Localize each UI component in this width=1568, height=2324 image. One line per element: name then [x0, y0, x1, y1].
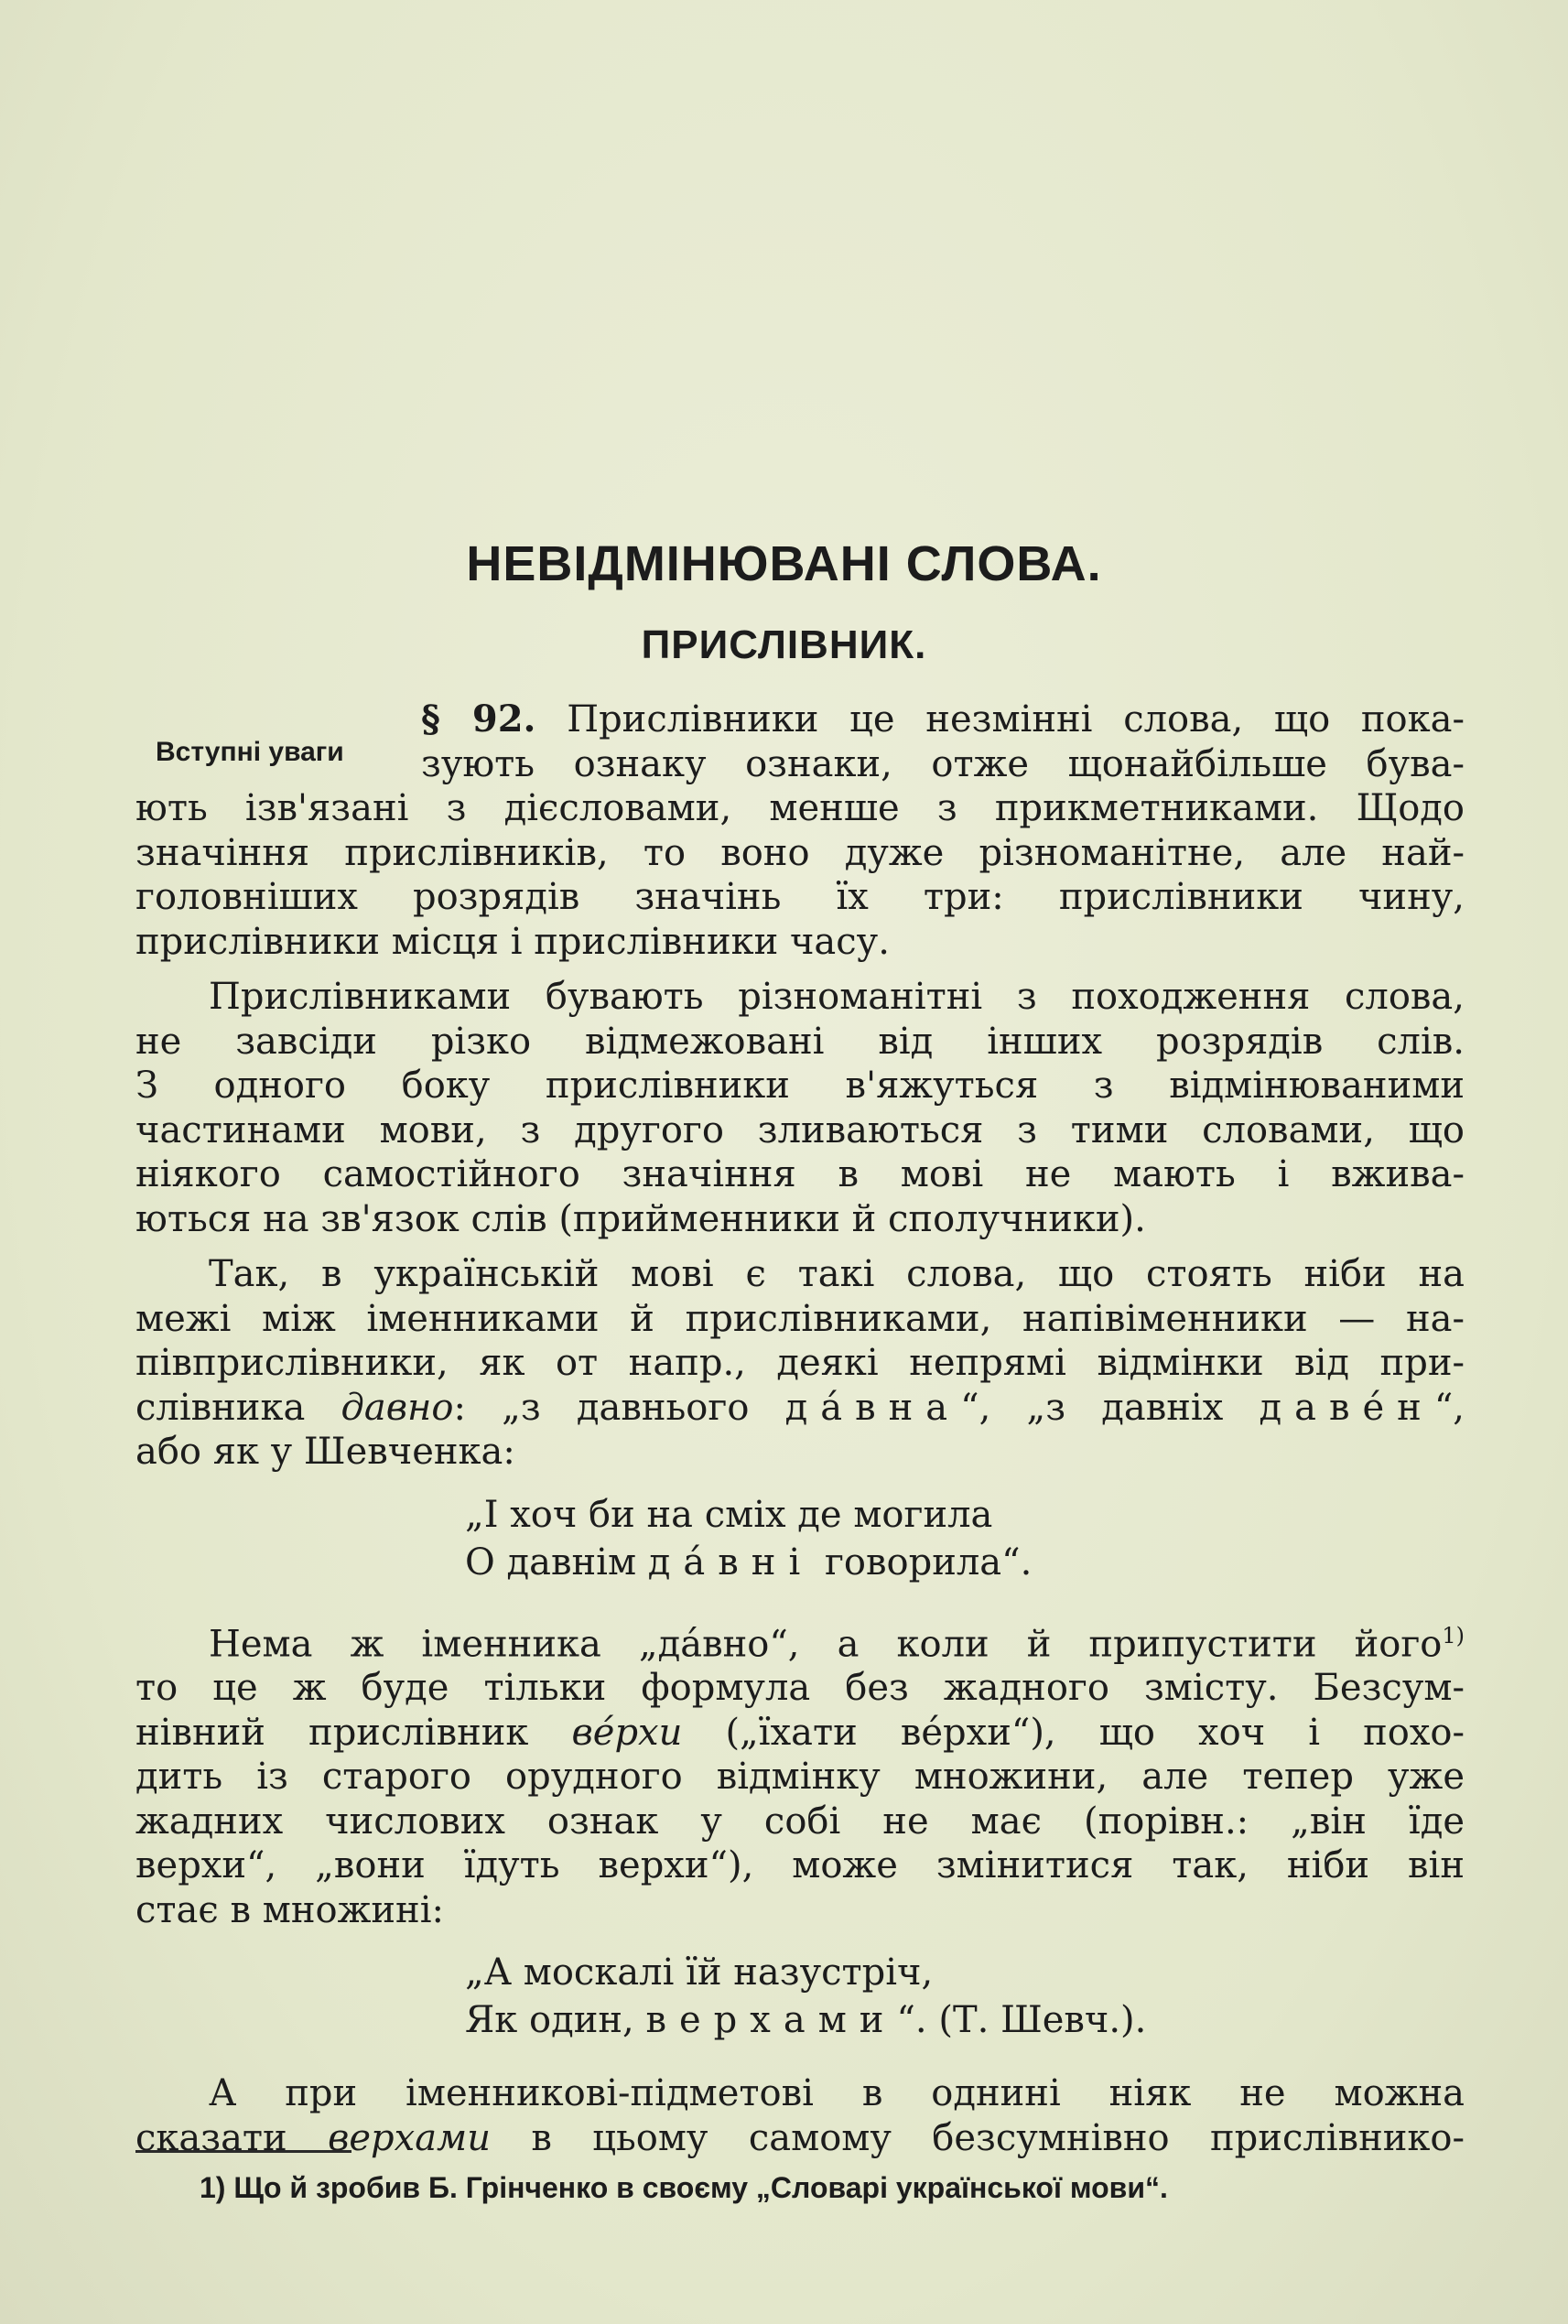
- paragraph-1-line-1: § 92. Прислівники це незмінні слова, що пока-: [421, 697, 1465, 740]
- paragraph-2-line: ніякого самостійного значіння в мові не мають і вжива-: [135, 1153, 1465, 1195]
- paragraph-4-line: стає в множині:: [135, 1888, 444, 1931]
- footnote: [200, 2171, 1168, 2205]
- paragraph-1-line: ють ізв'язані з дієсловами, менше з прикметниками. Щодо: [135, 787, 1465, 829]
- paragraph-2-line: Прислівниками бувають різноманітні з походження слова,: [209, 976, 1465, 1018]
- chapter-heading: НЕВІДМІНЮВАНІ СЛОВА.: [466, 536, 1102, 591]
- paragraph-1-line: значіння прислівників, то воно дуже різноманітне, але най-: [135, 831, 1465, 874]
- paragraph-3-line: межі між іменниками й прислівниками, напівіменники — на-: [135, 1297, 1465, 1340]
- paragraph-1-line: головніших розрядів значінь їх три: прислівники чину,: [135, 876, 1465, 918]
- quotation-line: О давнім да́вні говорила“.: [465, 1540, 1033, 1584]
- paragraph-3-line: Так, в українській мові є такі слова, що стоять ніби на: [209, 1253, 1465, 1295]
- paragraph-2-line: не завсіди різко відмежовані від інших розрядів слів.: [135, 1020, 1465, 1063]
- paragraph-1-line: прислівники місця і прислівники часу.: [135, 920, 890, 963]
- footnote-text: Що й зробив Б. Грінченко в своєму „Словарі української мови“.: [233, 2171, 1168, 2204]
- paragraph-4-line: дить із старого орудного відмінку множини, але тепер уже: [135, 1756, 1465, 1799]
- paragraph-3-line: або як у Шевченка:: [135, 1431, 515, 1473]
- footnote-divider: [135, 2150, 351, 2153]
- paragraph-4-line: жадних числових ознак у собі не має (порівн.: „він їде: [135, 1800, 1465, 1843]
- paragraph-2-line: ються на зв'язок слів (прийменники й сполучники).: [135, 1197, 1146, 1240]
- quotation-1: [465, 1491, 1465, 1586]
- main-text: [135, 697, 1465, 2160]
- paragraph-3-line: півприслівники, як от напр., деякі непрямі відмінки від при-: [135, 1342, 1465, 1384]
- paragraph-2-line: частинами мови, з другого зливаються з тими словами, що: [135, 1108, 1465, 1151]
- paragraph-5-line: сказати верхами в цьому самому безсумнівно прислівнико-: [135, 2116, 1465, 2159]
- footnote-marker: 1): [1442, 1622, 1465, 1648]
- quotation-line: „І хоч би на сміх де могила: [465, 1493, 993, 1536]
- footnote-number: 1): [200, 2171, 226, 2204]
- paragraph-2-line: З одного боку прислівники в'яжуться з відмінюваними: [135, 1065, 1465, 1107]
- quotation-line: Як один, верхами“. (Т. Шевч.).: [465, 1999, 1147, 2042]
- paragraph-1-line-2: зують ознаку ознаки, отже щонайбільше бува-: [421, 742, 1465, 785]
- quotation-2: [465, 1949, 1465, 2044]
- paragraph-4-line: то це ж буде тільки формула без жадного змісту. Безсум-: [135, 1667, 1465, 1710]
- paragraph-4-line: Нема ж іменника „да́вно“, а коли й припустити його$^{1)}$: [209, 1622, 1465, 1665]
- margin-note: Вступні уваги: [156, 737, 344, 767]
- paragraph-5-line: А при іменникові-підметові в однині ніяк не можна: [209, 2072, 1465, 2115]
- quotation-line: „А москалі їй назустріч,: [465, 1951, 934, 1994]
- paragraph-4-line: нівний прислівник ве́рхи („їхати ве́рхи“), що хоч і похо-: [135, 1711, 1465, 1754]
- paragraph-3-line: слівника давно: „з давнього да́вна“, „з давніх даве́н“,: [135, 1386, 1465, 1429]
- paragraph-4-line: верхи“, „вони їдуть верхи“), може змінитися так, ніби він: [135, 1844, 1465, 1887]
- section-heading: ПРИСЛІВНИК.: [641, 622, 927, 667]
